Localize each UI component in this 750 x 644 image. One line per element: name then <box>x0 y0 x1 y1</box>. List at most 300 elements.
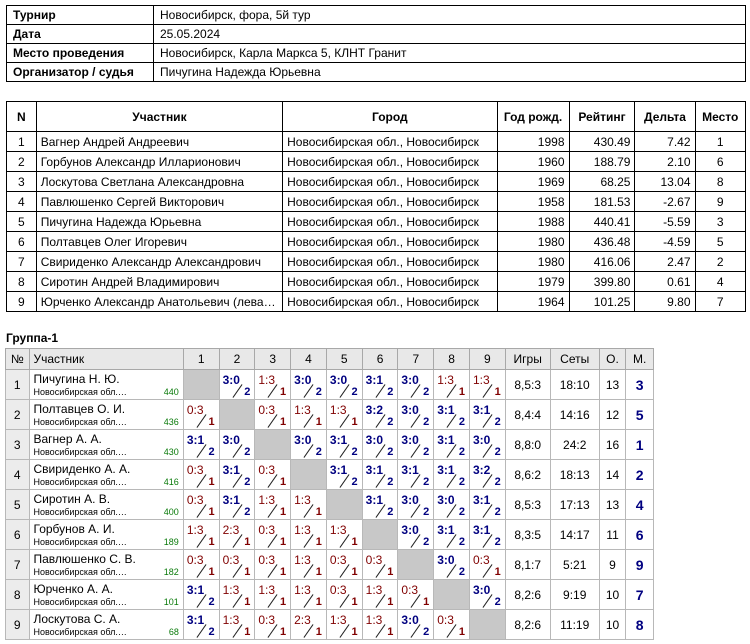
match-result <box>327 430 362 459</box>
participant-city: Новосибирская обл., Новосибирск <box>283 212 497 232</box>
match-score: 0:3 <box>437 613 454 627</box>
match-points: 2 <box>423 386 430 398</box>
participant-number: 6 <box>7 232 37 252</box>
match-result <box>184 490 219 519</box>
match-score: 3:1 <box>186 583 205 597</box>
grid-games: 8,5:3 <box>505 490 550 520</box>
participant-number: 3 <box>7 172 37 192</box>
match-points: 2 <box>244 386 251 398</box>
match-points: 2 <box>208 446 215 458</box>
grid-match-cell <box>326 460 362 490</box>
match-score: 3:2 <box>365 403 383 417</box>
match-points: 1 <box>315 536 322 548</box>
match-score: 1:3 <box>472 373 490 387</box>
grid-sets: 14:16 <box>550 400 599 430</box>
grid-row-number: 7 <box>6 550 30 580</box>
match-score: 3:1 <box>472 493 491 507</box>
grid-match-cell <box>183 610 219 640</box>
grid-match-cell <box>434 370 470 400</box>
match-points: 2 <box>458 476 465 488</box>
participant-delta: 2.47 <box>635 252 695 272</box>
info-row <box>7 44 746 63</box>
grid-match-cell <box>434 460 470 490</box>
participant-rating: 440.41 <box>569 212 635 232</box>
grid-player-cell <box>29 520 183 550</box>
grid-header-sets: Сеты <box>550 349 599 370</box>
match-points: 1 <box>351 416 358 428</box>
grid-diagonal-cell <box>183 370 219 400</box>
participant-rating: 181.53 <box>569 192 635 212</box>
match-points: 1 <box>280 536 287 548</box>
grid-match-cell <box>469 430 505 460</box>
grid-match-cell <box>291 550 327 580</box>
match-score: 3:1 <box>401 463 419 477</box>
grid-games: 8,8:0 <box>505 430 550 460</box>
grid-match-cell <box>434 550 470 580</box>
grid-match-cell <box>219 490 255 520</box>
participant-rating: 416.06 <box>569 252 635 272</box>
grid-row-number: 8 <box>6 580 30 610</box>
participant-name: Горбунов Александр Илларионович <box>36 152 282 172</box>
participants-header-cell: N <box>7 102 37 132</box>
grid-match-cell <box>291 430 327 460</box>
grid-points: 16 <box>599 430 626 460</box>
grid-player-name: Юрченко А. А. <box>33 581 113 596</box>
grid-points: 12 <box>599 400 626 430</box>
participant-city: Новосибирская обл., Новосибирск <box>283 132 497 152</box>
match-points: 1 <box>351 536 358 548</box>
participant-delta: 0.61 <box>635 272 695 292</box>
grid-row-number: 4 <box>6 460 30 490</box>
match-score: 1:3 <box>294 493 311 507</box>
match-result <box>220 460 255 489</box>
grid-match-cell <box>469 490 505 520</box>
match-points: 1 <box>315 596 322 608</box>
grid-diagonal-cell <box>219 400 255 430</box>
grid-games: 8,2:6 <box>505 580 550 610</box>
match-points: 1 <box>387 596 394 608</box>
match-score: 3:1 <box>186 613 205 627</box>
grid-player-cell <box>29 490 183 520</box>
match-points: 1 <box>208 476 215 488</box>
participant-row <box>7 132 746 152</box>
match-points: 2 <box>458 536 465 548</box>
match-result <box>220 490 255 519</box>
grid-match-cell <box>398 610 434 640</box>
grid-player-city: Новосибирская обл.… <box>33 506 127 517</box>
grid-games: 8,6:2 <box>505 460 550 490</box>
match-score: 3:0 <box>472 583 491 597</box>
grid-match-cell <box>183 490 219 520</box>
grid-match-cell <box>434 520 470 550</box>
grid-sets: 5:21 <box>550 550 599 580</box>
participant-city: Новосибирская обл., Новосибирск <box>283 252 497 272</box>
match-result <box>398 520 433 549</box>
match-result <box>184 400 219 429</box>
grid-diagonal-cell <box>469 610 505 640</box>
participant-row <box>7 152 746 172</box>
match-result <box>220 430 255 459</box>
grid-diagonal-cell <box>255 430 291 460</box>
match-score: 0:3 <box>258 553 276 567</box>
match-score: 3:1 <box>186 433 205 447</box>
match-result <box>291 580 326 609</box>
match-points: 1 <box>244 626 251 638</box>
match-result <box>470 460 505 489</box>
grid-match-cell <box>398 520 434 550</box>
grid-match-cell <box>183 430 219 460</box>
match-score: 3:0 <box>401 373 419 387</box>
match-result <box>327 580 362 609</box>
grid-match-cell <box>398 580 434 610</box>
participant-name: Пичугина Надежда Юрьевна <box>36 212 282 232</box>
grid-sets: 24:2 <box>550 430 599 460</box>
match-score: 0:3 <box>258 613 276 627</box>
grid-diagonal-cell <box>326 490 362 520</box>
match-points: 1 <box>423 596 430 608</box>
grid-match-cell <box>255 370 291 400</box>
match-points: 1 <box>315 506 322 518</box>
grid-header-num: № <box>6 349 30 370</box>
grid-points: 13 <box>599 490 626 520</box>
grid-match-cell <box>219 580 255 610</box>
match-result <box>470 370 505 399</box>
participant-delta: -4.59 <box>635 232 695 252</box>
grid-points: 10 <box>599 580 626 610</box>
participant-city: Новосибирская обл., Новосибирск <box>283 272 497 292</box>
grid-match-cell <box>183 460 219 490</box>
match-result <box>291 430 326 459</box>
grid-match-cell <box>255 610 291 640</box>
grid-row-number: 1 <box>6 370 30 400</box>
grid-match-cell <box>326 370 362 400</box>
match-result <box>398 370 433 399</box>
match-score: 3:2 <box>472 463 491 477</box>
grid-place: 8 <box>626 610 654 640</box>
match-score: 2:3 <box>222 523 240 537</box>
participants-header-cell: Город <box>283 102 497 132</box>
match-score: 3:0 <box>294 433 312 447</box>
match-score: 1:3 <box>258 493 276 507</box>
grid-sets: 14:17 <box>550 520 599 550</box>
match-score: 1:3 <box>186 523 204 537</box>
grid-match-cell <box>255 400 291 430</box>
match-result <box>255 610 290 639</box>
match-result <box>363 400 398 429</box>
participant-city: Новосибирская обл., Новосибирск <box>283 292 497 312</box>
grid-games: 8,3:5 <box>505 520 550 550</box>
match-points: 1 <box>244 566 251 578</box>
match-result <box>327 370 362 399</box>
grid-player-cell <box>29 580 183 610</box>
match-points: 1 <box>280 506 287 518</box>
participant-rating: 436.48 <box>569 232 635 252</box>
match-score: 0:3 <box>365 553 383 567</box>
participant-year: 1960 <box>497 152 569 172</box>
match-score: 1:3 <box>222 583 240 597</box>
match-score: 1:3 <box>258 583 276 597</box>
match-points: 1 <box>208 506 215 518</box>
grid-player-rating: 182 <box>163 567 179 577</box>
match-score: 1:3 <box>329 403 347 417</box>
match-score: 3:1 <box>329 463 348 477</box>
match-result <box>184 550 219 579</box>
grid-match-cell <box>291 580 327 610</box>
participant-city: Новосибирская обл., Новосибирск <box>283 152 497 172</box>
match-result <box>291 400 326 429</box>
match-score: 3:0 <box>329 373 348 387</box>
match-result <box>327 610 362 639</box>
grid-header-opponent: 8 <box>434 349 470 370</box>
match-points: 2 <box>494 506 501 518</box>
grid-place: 3 <box>626 370 654 400</box>
grid-match-cell <box>469 520 505 550</box>
match-points: 2 <box>387 446 394 458</box>
match-result <box>434 400 469 429</box>
participant-rating: 68.25 <box>569 172 635 192</box>
match-score: 1:3 <box>294 403 311 417</box>
match-points: 2 <box>423 446 430 458</box>
grid-match-cell <box>398 370 434 400</box>
grid-player-rating: 430 <box>163 447 179 457</box>
match-score: 3:0 <box>401 403 419 417</box>
grid-place: 1 <box>626 430 654 460</box>
info-row <box>7 25 746 44</box>
participant-delta: -2.67 <box>635 192 695 212</box>
match-score: 1:3 <box>294 553 311 567</box>
match-points: 2 <box>244 506 251 518</box>
grid-player-city: Новосибирская обл.… <box>33 626 127 637</box>
match-result <box>434 550 469 579</box>
participant-name: Павлюшенко Сергей Викторович <box>36 192 282 212</box>
grid-match-cell <box>362 370 398 400</box>
grid-header-opponent: 5 <box>326 349 362 370</box>
match-score: 3:0 <box>401 493 419 507</box>
grid-row <box>6 400 654 430</box>
match-points: 1 <box>208 536 215 548</box>
participant-year: 1958 <box>497 192 569 212</box>
match-points: 1 <box>315 566 322 578</box>
grid-match-cell <box>219 370 255 400</box>
grid-row <box>6 580 654 610</box>
participant-delta: 13.04 <box>635 172 695 192</box>
match-score: 0:3 <box>186 553 204 567</box>
match-score: 3:1 <box>365 373 383 387</box>
participants-header-cell: Место <box>695 102 746 132</box>
match-score: 1:3 <box>437 373 454 387</box>
match-result <box>255 370 290 399</box>
participants-header-cell: Рейтинг <box>569 102 635 132</box>
match-score: 3:1 <box>365 493 383 507</box>
grid-sets: 18:13 <box>550 460 599 490</box>
grid-match-cell <box>362 460 398 490</box>
match-result <box>470 430 505 459</box>
grid-points: 11 <box>599 520 626 550</box>
grid-match-cell <box>183 550 219 580</box>
info-label: Организатор / судья <box>7 63 154 82</box>
info-label: Место проведения <box>7 44 154 63</box>
grid-header-opponent: 9 <box>469 349 505 370</box>
match-score: 0:3 <box>186 493 204 507</box>
match-result <box>327 520 362 549</box>
match-score: 3:0 <box>222 433 240 447</box>
match-score: 3:1 <box>222 463 240 477</box>
match-result <box>398 580 433 609</box>
match-points: 1 <box>280 626 287 638</box>
match-result <box>184 430 219 459</box>
grid-player-city: Новосибирская обл.… <box>33 416 127 427</box>
match-points: 2 <box>351 476 358 488</box>
grid-points: 14 <box>599 460 626 490</box>
match-result <box>291 490 326 519</box>
match-points: 2 <box>351 386 358 398</box>
match-score: 1:3 <box>365 613 383 627</box>
match-points: 2 <box>387 506 394 518</box>
match-result <box>398 460 433 489</box>
match-result <box>363 430 398 459</box>
participant-row <box>7 292 746 312</box>
participant-city: Новосибирская обл., Новосибирск <box>283 192 497 212</box>
match-score: 3:0 <box>472 433 491 447</box>
grid-match-cell <box>291 520 327 550</box>
match-points: 2 <box>387 476 394 488</box>
participant-name: Сиротин Андрей Владимирович <box>36 272 282 292</box>
participants-header-cell: Участник <box>36 102 282 132</box>
info-row <box>7 63 746 82</box>
grid-match-cell <box>291 370 327 400</box>
match-result <box>291 370 326 399</box>
participant-name: Лоскутова Светлана Александровна <box>36 172 282 192</box>
grid-points: 10 <box>599 610 626 640</box>
grid-match-cell <box>183 400 219 430</box>
grid-player-rating: 416 <box>163 477 179 487</box>
participant-number: 4 <box>7 192 37 212</box>
participant-year: 1964 <box>497 292 569 312</box>
match-score: 3:1 <box>437 463 455 477</box>
participant-city: Новосибирская обл., Новосибирск <box>283 172 497 192</box>
match-points: 2 <box>423 506 430 518</box>
grid-match-cell <box>434 430 470 460</box>
participant-name: Полтавцев Олег Игоревич <box>36 232 282 252</box>
info-value: Пичугина Надежда Юрьевна <box>154 63 746 82</box>
grid-header-points: О. <box>599 349 626 370</box>
grid-player-rating: 68 <box>168 627 179 637</box>
match-points: 1 <box>280 416 287 428</box>
match-result <box>363 460 398 489</box>
match-score: 0:3 <box>472 553 490 567</box>
grid-match-cell <box>469 370 505 400</box>
match-result <box>398 610 433 639</box>
match-score: 3:0 <box>401 613 419 627</box>
grid-match-cell <box>398 460 434 490</box>
grid-header-opponent: 1 <box>183 349 219 370</box>
match-result <box>327 400 362 429</box>
grid-player-name: Пичугина Н. Ю. <box>33 371 120 386</box>
match-points: 2 <box>494 596 501 608</box>
grid-player-cell <box>29 610 183 640</box>
match-score: 3:0 <box>437 493 455 507</box>
participant-row <box>7 172 746 192</box>
info-value: 25.05.2024 <box>154 25 746 44</box>
match-result <box>291 520 326 549</box>
match-points: 2 <box>458 566 465 578</box>
participant-place: 1 <box>695 132 746 152</box>
grid-row <box>6 490 654 520</box>
grid-sets: 17:13 <box>550 490 599 520</box>
grid-header-opponent: 2 <box>219 349 255 370</box>
grid-player-city: Новосибирская обл.… <box>33 446 127 457</box>
match-points: 2 <box>458 446 465 458</box>
participant-place: 7 <box>695 292 746 312</box>
grid-row-number: 6 <box>6 520 30 550</box>
grid-player-name: Лоскутова С. А. <box>33 611 121 626</box>
match-score: 1:3 <box>365 583 383 597</box>
grid-match-cell <box>362 490 398 520</box>
grid-match-cell <box>255 460 291 490</box>
grid-match-cell <box>326 550 362 580</box>
match-score: 3:1 <box>365 463 383 477</box>
match-score: 0:3 <box>329 553 347 567</box>
grid-match-cell <box>398 490 434 520</box>
match-score: 3:0 <box>437 553 455 567</box>
match-points: 1 <box>244 536 251 548</box>
participant-place: 6 <box>695 152 746 172</box>
match-points: 2 <box>208 596 215 608</box>
match-result <box>327 550 362 579</box>
grid-place: 7 <box>626 580 654 610</box>
participant-city: Новосибирская обл., Новосибирск <box>283 232 497 252</box>
participant-year: 1979 <box>497 272 569 292</box>
info-row <box>7 6 746 25</box>
grid-match-cell <box>183 580 219 610</box>
match-result <box>363 580 398 609</box>
match-result <box>470 490 505 519</box>
match-result <box>184 580 219 609</box>
match-result <box>398 400 433 429</box>
grid-header-place: М. <box>626 349 654 370</box>
match-result <box>184 610 219 639</box>
grid-row-number: 2 <box>6 400 30 430</box>
match-points: 2 <box>315 446 322 458</box>
match-points: 1 <box>280 596 287 608</box>
match-score: 2:3 <box>294 613 311 627</box>
match-score: 3:0 <box>365 433 383 447</box>
match-points: 1 <box>351 596 358 608</box>
grid-match-cell <box>469 460 505 490</box>
match-points: 2 <box>315 386 322 398</box>
grid-match-cell <box>219 610 255 640</box>
grid-match-cell <box>434 400 470 430</box>
grid-player-rating: 436 <box>163 417 179 427</box>
grid-player-city: Новосибирская обл.… <box>33 596 127 607</box>
group-results-grid <box>5 348 654 640</box>
grid-row-number: 9 <box>6 610 30 640</box>
grid-match-cell <box>362 550 398 580</box>
grid-match-cell <box>255 520 291 550</box>
grid-player-name: Полтавцев О. И. <box>33 401 126 416</box>
match-score: 1:3 <box>222 613 240 627</box>
match-result <box>220 370 255 399</box>
match-points: 1 <box>208 416 215 428</box>
match-score: 0:3 <box>258 403 276 417</box>
grid-header-opponent: 4 <box>291 349 327 370</box>
match-points: 2 <box>244 476 251 488</box>
match-result <box>470 580 505 609</box>
grid-player-city: Новосибирская обл.… <box>33 386 127 397</box>
grid-place: 4 <box>626 490 654 520</box>
grid-player-cell <box>29 430 183 460</box>
match-result <box>255 580 290 609</box>
